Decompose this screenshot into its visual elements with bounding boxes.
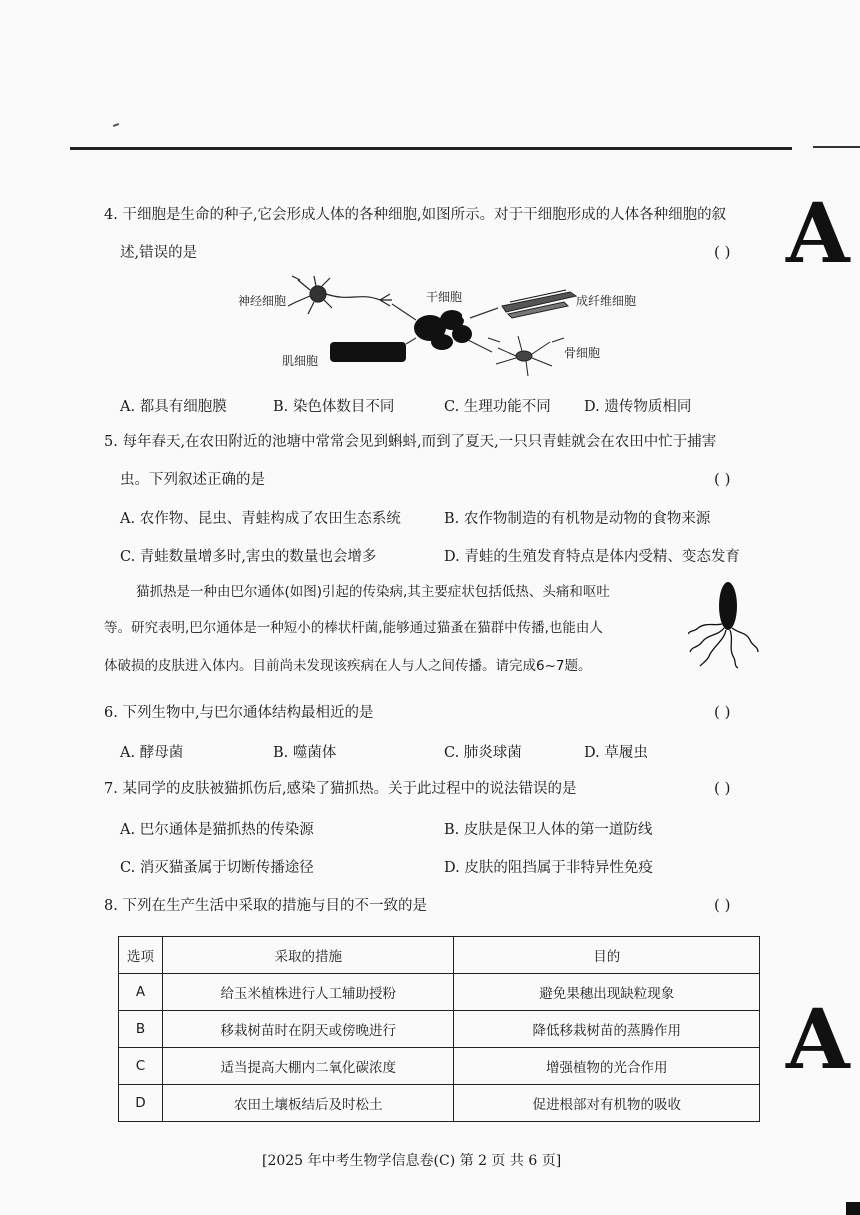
q8-stem: 8. 下列在生产生活中采取的措施与目的不一致的是: [104, 898, 427, 914]
q4-answer-paren: ( ): [714, 243, 731, 261]
stem-cell-cluster: [414, 310, 472, 350]
q6-option-c: C. 肺炎球菌: [444, 745, 522, 761]
table-cell: 移栽树苗时在阴天或傍晚进行: [162, 1011, 454, 1048]
table-header-row: [119, 937, 760, 974]
passage-line3: 体破损的皮肤进入体内。目前尚未发现该疾病在人与人之间传播。请完成6~7题。: [104, 658, 592, 674]
q5-option-b: B. 农作物制造的有机物是动物的食物来源: [444, 511, 711, 527]
table-cell: 适当提高大棚内二氧化碳浓度: [162, 1048, 454, 1085]
q6-option-a: A. 酵母菌: [120, 745, 184, 761]
q5-answer-paren: ( ): [714, 470, 731, 488]
q4-stem-line2: 述,错误的是: [120, 245, 198, 261]
page-footer: [2025 年中考生物学信息卷(C) 第 2 页 共 6 页]: [262, 1153, 562, 1169]
header-rule: [70, 147, 792, 150]
table-cell: A: [119, 974, 163, 1011]
scan-mark: [113, 123, 119, 127]
table-row: [119, 1011, 760, 1048]
table-row: [119, 1048, 760, 1085]
q7-stem: 7. 某同学的皮肤被猫抓伤后,感染了猫抓热。关于此过程中的说法错误的是: [104, 781, 577, 797]
table-header: 采取的措施: [162, 937, 454, 974]
label-muscle-cell: 肌细胞: [282, 354, 319, 368]
fibroblast-drawing: [502, 290, 576, 318]
header-rule-right: [813, 146, 860, 148]
table-cell: 避免果穗出现缺粒现象: [454, 974, 760, 1011]
bartonella-drawing: [688, 578, 760, 670]
q7-answer-paren: ( ): [714, 779, 731, 797]
table-cell: 促进根部对有机物的吸收: [454, 1085, 760, 1122]
table-cell: B: [119, 1011, 163, 1048]
table-row: [119, 1085, 760, 1122]
q5-option-d: D. 青蛙的生殖发育特点是体内受精、变态发育: [444, 549, 740, 565]
table-cell: 给玉米植株进行人工辅助授粉: [162, 974, 454, 1011]
label-nerve-cell: 神经细胞: [238, 294, 287, 308]
bone-cell-drawing: [488, 336, 564, 376]
label-stem-cell: 干细胞: [426, 290, 463, 304]
q7-option-d: D. 皮肤的阻挡属于非特异性免疫: [444, 860, 653, 876]
q6-option-b: B. 噬菌体: [273, 745, 337, 761]
q4-option-c: C. 生理功能不同: [444, 399, 551, 415]
q4-stem-line1: 4. 干细胞是生命的种子,它会形成人体的各种细胞,如图所示。对于干细胞形成的人体各种细胞的叙: [104, 207, 727, 223]
q6-option-d: D. 草履虫: [584, 745, 648, 761]
table-header: 选项: [119, 937, 163, 974]
q8-table: [118, 936, 760, 1122]
side-letter-bottom: A: [786, 992, 850, 1088]
muscle-cell-drawing: [330, 342, 406, 362]
table-cell: 农田土壤板结后及时松土: [162, 1085, 454, 1122]
table-cell: D: [119, 1085, 163, 1122]
q4-option-a: A. 都具有细胞膜: [120, 399, 227, 415]
table-row: [119, 974, 760, 1011]
bartonella-figure: [688, 578, 760, 670]
passage-line1: 猫抓热是一种由巴尔通体(如图)引起的传染病,其主要症状包括低热、头痛和呕吐: [136, 584, 610, 600]
q4-option-b: B. 染色体数目不同: [273, 399, 395, 415]
q5-option-a: A. 农作物、昆虫、青蛙构成了农田生态系统: [120, 511, 401, 527]
q5-stem-line1: 5. 每年春天,在农田附近的池塘中常常会见到蝌蚪,而到了夏天,一只只青蛙就会在农田中忙于捕害: [104, 434, 717, 450]
q5-option-c: C. 青蛙数量增多时,害虫的数量也会增多: [120, 549, 377, 565]
q7-option-b: B. 皮肤是保卫人体的第一道防线: [444, 822, 653, 838]
label-fibroblast: 成纤维细胞: [576, 294, 637, 308]
q8-answer-paren: ( ): [714, 896, 731, 914]
q4-option-d: D. 遗传物质相同: [584, 399, 692, 415]
scan-corner-mark: [846, 1202, 860, 1215]
q7-option-c: C. 消灭猫蚤属于切断传播途径: [120, 860, 314, 876]
q5-stem-line2: 虫。下列叙述正确的是: [120, 472, 265, 488]
table-cell: 降低移栽树苗的蒸腾作用: [454, 1011, 760, 1048]
side-letter-top: A: [786, 186, 850, 282]
passage-line2: 等。研究表明,巴尔通体是一种短小的棒状杆菌,能够通过猫蚤在猫群中传播,也能由人: [104, 620, 603, 636]
q7-option-a: A. 巴尔通体是猫抓热的传染源: [120, 822, 314, 838]
table-header: 目的: [454, 937, 760, 974]
q8-table-wrap: [118, 936, 760, 1122]
table-cell: C: [119, 1048, 163, 1085]
stem-cell-figure: [230, 272, 650, 382]
q6-answer-paren: ( ): [714, 703, 731, 721]
label-bone-cell: 骨细胞: [564, 346, 601, 360]
table-cell: 增强植物的光合作用: [454, 1048, 760, 1085]
nerve-cell-drawing: [288, 276, 392, 314]
q6-stem: 6. 下列生物中,与巴尔通体结构最相近的是: [104, 705, 374, 721]
